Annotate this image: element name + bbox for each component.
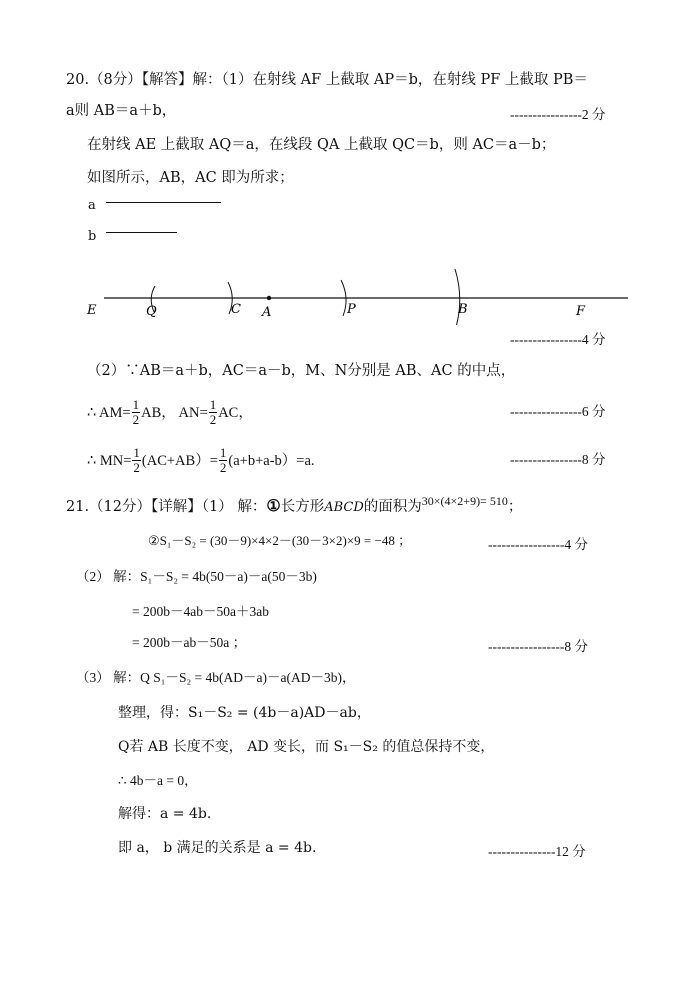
q20-score-6: ----------------6 分 xyxy=(510,404,606,419)
mn-end: (a+b+a-b）=a. xyxy=(228,452,315,469)
mn-mid: (AC+AB）= xyxy=(141,452,218,469)
construction-figure xyxy=(0,255,695,325)
am-mid: AB， AN= xyxy=(141,404,208,421)
q21-part3-line-4: ∴ 4b－a = 0， xyxy=(118,773,198,788)
q20-line-3: 在射线 AE 上截取 AQ＝a，在线段 QA 上截取 QC＝b，则 AC＝a－b； xyxy=(87,137,556,153)
label-f: F xyxy=(576,304,586,319)
circled-one-icon: ① xyxy=(266,496,281,515)
fraction-half: $\frac{1}{2}$ xyxy=(209,397,217,427)
q21-head: 21.（12分）【详解】（1） 解： xyxy=(66,499,267,515)
q20-score-8: ----------------8 分 xyxy=(510,452,606,467)
q21-semicolon: ； xyxy=(507,499,523,515)
q20-line-2: a则 AB＝a＋b， xyxy=(66,103,177,119)
q21-part3-line-6: 即 a， b 满足的关系是 a = 4b. xyxy=(118,840,317,856)
q21-score-4: -----------------4 分 xyxy=(488,537,589,552)
q20-score-2: ----------------2 分 xyxy=(510,107,606,122)
fraction-half: $\frac{1}{2}$ xyxy=(219,445,227,475)
label-b: B xyxy=(458,302,468,317)
segment-b-label: b xyxy=(88,229,97,244)
point-a-dot xyxy=(267,296,271,300)
q21-score-8: -----------------8 分 xyxy=(488,639,589,654)
label-q: Q xyxy=(146,304,157,319)
q21-area-text: 的面积为 xyxy=(363,499,422,515)
q21-part2-line-1: （2） 解：S₁－S₂ = 4b(50－a)－a(50－3b) xyxy=(76,569,317,584)
q20-line-4: 如图所示，AB，AC 即为所求； xyxy=(87,170,294,186)
am-prefix: ∴ AM= xyxy=(87,404,131,421)
q20-score-4: ----------------4 分 xyxy=(510,332,606,347)
q21-part3-line-3: Q若 AB 长度不变， AD 变长，而 S₁－S₂ 的值总保持不变， xyxy=(118,739,495,755)
q21-area-expr: 30×(4×2+9)= 510 xyxy=(421,494,508,508)
q21-part3-line-2: 整理，得：S₁－S₂ = (4b－a)AD－ab， xyxy=(118,705,371,721)
label-e: E xyxy=(87,303,97,318)
q21-part3-line-1: （3） 解：Q S₁－S₂ = 4b(AD－a)－a(AD－3b)， xyxy=(76,670,356,685)
label-a: A xyxy=(262,305,272,320)
q21-score-12: ---------------12 分 xyxy=(488,844,586,859)
q21-part3-line-5: 解得：a = 4b. xyxy=(118,806,212,822)
fraction-half: $\frac{1}{2}$ xyxy=(133,445,140,475)
q21-part2-line-3: = 200b－ab－50a ； xyxy=(132,635,247,650)
segment-b xyxy=(106,232,177,233)
q21-line-1 xyxy=(66,496,522,518)
q20-part2-line-1: （2）∵AB＝a＋b，AC＝a－b，M、N分别是 AB、AC 的中点， xyxy=(87,363,516,379)
mn-prefix: ∴ MN= xyxy=(87,452,132,469)
q20-mn-line xyxy=(87,446,315,475)
label-c: C xyxy=(231,302,241,317)
segment-a xyxy=(106,202,221,203)
q21-rect-text: 长方形 xyxy=(280,499,325,515)
fraction-half: $\frac{1}{2}$ xyxy=(132,397,140,427)
q21-abcd: ABCD xyxy=(324,500,364,515)
am-end: AC， xyxy=(218,404,253,421)
q20-line-1: 20.（8分）【解答】解：（1）在射线 AF 上截取 AP＝b，在射线 PF 上截取 PB＝ xyxy=(66,72,588,88)
label-p: P xyxy=(347,302,356,317)
q20-am-an-line xyxy=(87,398,253,427)
q21-part2-line-2: = 200b－4ab－50a＋3ab xyxy=(132,604,269,619)
segment-a-label: a xyxy=(88,198,96,213)
q21-line-2: ②S₁－S₂ = (30－9)×4×2－(30－3×2)×9 = −48 ； xyxy=(148,533,412,548)
